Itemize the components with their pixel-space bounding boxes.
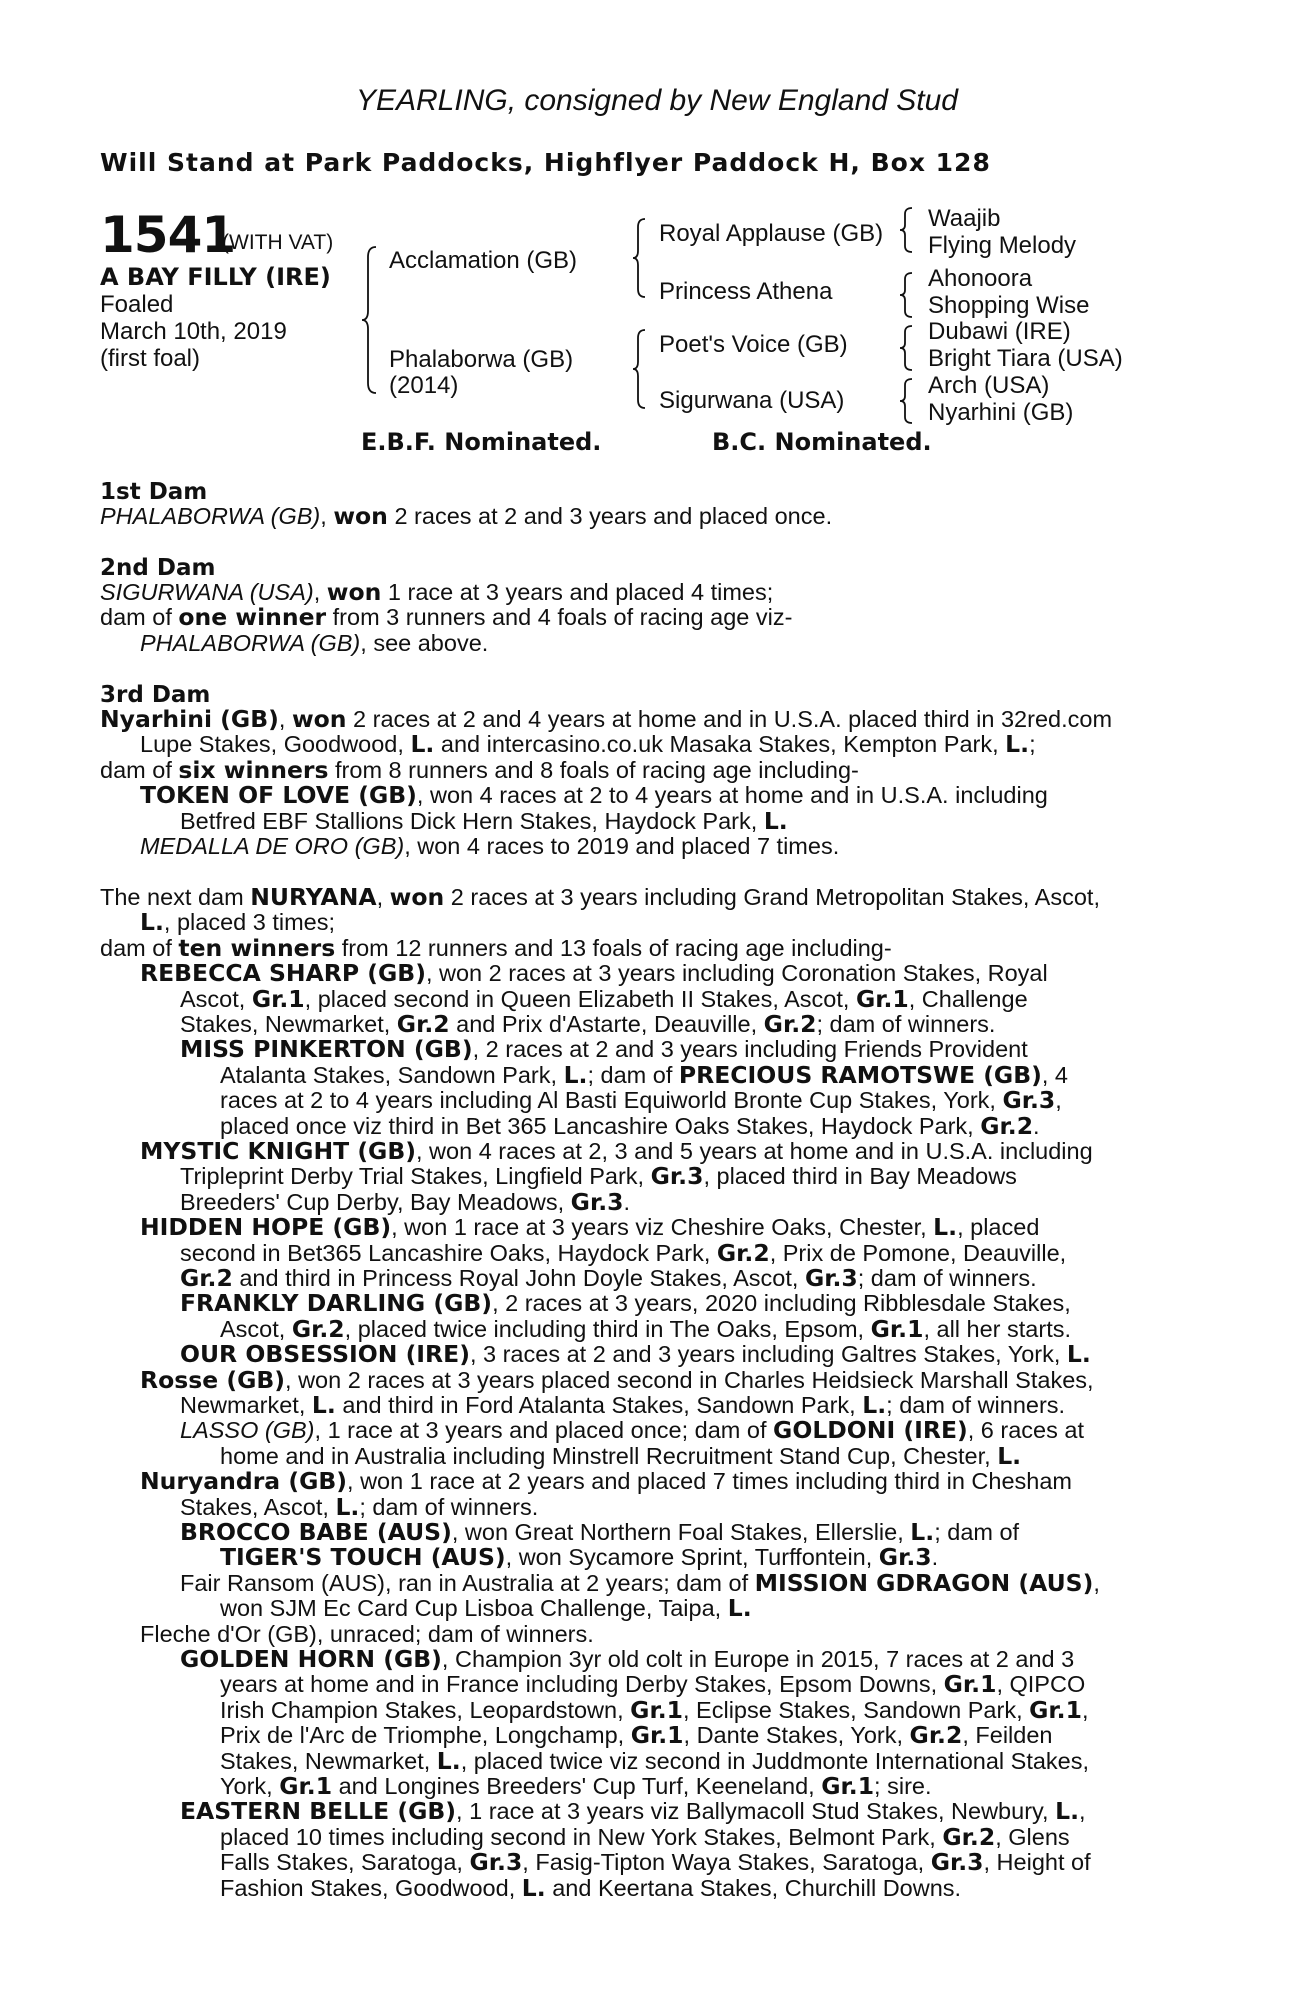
foaled-label: Foaled — [100, 291, 174, 318]
pedigree-line — [140, 910, 335, 935]
bold-text: Gr.3 — [570, 1187, 624, 1216]
bold-text: Rosse (GB) — [140, 1367, 286, 1393]
body-text: , see above. — [360, 629, 489, 656]
body-text: The next dam — [100, 885, 251, 910]
body-text: , — [1055, 1088, 1062, 1114]
body-text: , Fasig-Tipton Waya Stakes, Saratoga, — [522, 1850, 931, 1876]
pedigree-brace — [900, 206, 914, 254]
bold-text: ten winners — [178, 933, 336, 962]
body-text: , won 4 races at 2 to 4 years at home and in U.S.A. including — [416, 783, 1048, 809]
body-text: Irish Champion Stakes, Leopardstown, — [220, 1697, 631, 1723]
bold-text: L. — [311, 1391, 336, 1419]
italic-text: LASSO (GB) — [180, 1418, 315, 1444]
bold-text: Gr.1 — [1029, 1697, 1082, 1724]
body-text: Newmarket, — [180, 1392, 312, 1418]
pedigree-line — [180, 1342, 1091, 1367]
body-text: , Glens — [995, 1824, 1070, 1850]
pedigree-line — [180, 1266, 1037, 1291]
body-text: , 1 race at 3 years and placed once; dam of — [314, 1418, 774, 1444]
body-text: dam of — [100, 934, 179, 961]
vat-note: (WITH VAT) — [222, 231, 334, 254]
body-text: ; sire. — [874, 1773, 932, 1799]
body-text: placed once viz third in Bet 365 Lancashire Oaks Stakes, Haydock Park, — [220, 1112, 981, 1139]
body-text: , 4 — [1041, 1062, 1069, 1088]
body-text: , Eclipse Stakes, Sandown Park, — [682, 1697, 1030, 1723]
body-text: , placed third in Bay Meadows — [703, 1164, 1017, 1190]
body-text: , Height of — [983, 1850, 1091, 1876]
bold-text: L. — [140, 908, 164, 937]
pedigree-line — [180, 1393, 1065, 1418]
body-text: 2 races at 2 and 4 years at home and in U.S.A. placed third in 32red.com — [346, 707, 1113, 732]
pedigree-dam-dam: Sigurwana (USA) — [659, 387, 845, 414]
bold-text: Gr.3 — [469, 1850, 523, 1876]
body-text: , won 1 race at 3 years viz Cheshire Oaks, Chester, — [391, 1215, 934, 1241]
ebf-nominated: E.B.F. Nominated. — [361, 428, 602, 456]
body-text: , — [1093, 1570, 1100, 1596]
body-text: , won 2 races at 3 years including Coronation Stakes, Royal — [425, 961, 1048, 987]
pedigree-line — [180, 1492, 539, 1521]
italic-text: PHALABORWA (GB) — [100, 503, 321, 529]
pedigree-line — [220, 1774, 932, 1799]
pedigree-line — [100, 707, 1205, 732]
bold-text: L. — [521, 1873, 546, 1902]
body-text: , won 4 races at 2, 3 and 5 years at home and in U.S.A. including — [416, 1139, 1093, 1164]
bold-text: Nyarhini (GB) — [100, 707, 279, 733]
body-text: Fleche d'Or (GB), unraced; dam of winners. — [140, 1620, 594, 1647]
body-text: . — [623, 1188, 631, 1215]
body-text: placed 10 times including second in New York Stakes, Belmont Park, — [220, 1824, 943, 1850]
body-text: , — [1081, 1697, 1089, 1723]
bold-text: HIDDEN HOPE (GB) — [140, 1215, 392, 1241]
body-text: , placed twice including third in The Oaks, Epsom, — [344, 1315, 871, 1342]
pedigree-line — [100, 504, 832, 529]
body-text: , won Sycamore Sprint, Turffontein, — [505, 1544, 879, 1571]
pedigree-line — [220, 1672, 1205, 1697]
stand-location: Will Stand at Park Paddocks, Highflyer Paddock H, Box 128 — [100, 148, 991, 177]
body-text: 2 races at 3 years including Grand Metropolitan Stakes, Ascot, — [444, 885, 1100, 910]
body-text: , won Great Northern Foal Stakes, Ellerslie, — [451, 1520, 911, 1545]
pedigree-brace — [633, 328, 647, 410]
pedigree-line — [140, 961, 1205, 986]
bold-text: BROCCO BABE (AUS) — [180, 1520, 452, 1546]
body-text: , placed 3 times; — [163, 909, 336, 936]
pedigree-line — [100, 605, 792, 630]
bold-text: L. — [563, 1062, 588, 1089]
consignor-heading: YEARLING, consigned by New England Stud — [355, 84, 958, 117]
pedigree-line — [220, 1596, 752, 1621]
foal-note: (first foal) — [100, 345, 201, 372]
bold-text: Gr.1 — [251, 986, 305, 1012]
pedigree-line — [140, 783, 1205, 808]
pedigree-line — [180, 1187, 631, 1216]
bold-text: NURYANA — [250, 885, 377, 911]
pedigree-line — [180, 987, 1205, 1012]
pedigree-dd-sire: Arch (USA) — [928, 372, 1050, 399]
bold-text: won — [389, 885, 445, 911]
body-text: ; dam of winners. — [359, 1493, 539, 1520]
body-text: , 2 races at 2 and 3 years including Friends Provident — [472, 1037, 1028, 1063]
bold-text: Gr.2 — [980, 1111, 1034, 1140]
bold-text: Gr.3 — [1002, 1088, 1056, 1114]
pedigree-line — [180, 1418, 1205, 1443]
pedigree-line — [220, 1063, 1205, 1088]
body-text: , 2 races at 3 years, 2020 including Ribblesdale Stakes, — [492, 1291, 1071, 1317]
bc-nominated: B.C. Nominated. — [712, 428, 932, 456]
pedigree-sire-sire: Royal Applause (GB) — [659, 220, 884, 247]
pedigree-line — [140, 1622, 594, 1647]
pedigree-line — [180, 1241, 1205, 1266]
bold-text: L. — [933, 1215, 958, 1241]
foaled-date: March 10th, 2019 — [100, 318, 287, 345]
body-text: Stakes, Ascot, — [180, 1493, 336, 1520]
bold-text: Gr.2 — [291, 1314, 345, 1343]
body-text: , — [313, 579, 327, 605]
third-dam-heading: 3rd Dam — [100, 682, 211, 708]
body-text: ; dam of — [587, 1062, 679, 1088]
pedigree-line — [220, 1088, 1205, 1113]
bold-text: Gr.1 — [943, 1672, 997, 1698]
bold-text: Gr.1 — [821, 1772, 875, 1800]
bold-text: Gr.3 — [930, 1850, 984, 1876]
bold-text: L. — [335, 1492, 360, 1521]
pedigree-line — [220, 1749, 1205, 1774]
bold-text: REBECCA SHARP (GB) — [140, 961, 426, 987]
bold-text: MISSION GDRAGON (AUS) — [754, 1570, 1094, 1597]
pedigree-dam-sire: Poet's Voice (GB) — [659, 331, 848, 358]
pedigree-dam: Phalaborwa (GB) — [389, 346, 574, 373]
body-text: , Feilden — [962, 1723, 1053, 1749]
body-text: Fair Ransom (AUS), ran in Australia at 2 years; dam of — [180, 1570, 755, 1596]
bold-text: OUR OBSESSION (IRE) — [180, 1340, 470, 1369]
bold-text: Gr.3 — [804, 1264, 858, 1292]
body-text: and Keertana Stakes, Churchill Downs. — [545, 1874, 962, 1901]
pedigree-line — [140, 631, 488, 656]
bold-text: Gr.2 — [180, 1264, 233, 1292]
bold-text: Gr.1 — [279, 1772, 333, 1800]
pedigree-ds-dam: Bright Tiara (USA) — [928, 345, 1123, 372]
pedigree-sire: Acclamation (GB) — [389, 247, 578, 274]
body-text: won SJM Ec Card Cup Lisboa Challenge, Taipa, — [220, 1595, 728, 1622]
body-text: Atalanta Stakes, Sandown Park, — [220, 1062, 564, 1088]
bold-text: won — [326, 578, 382, 606]
pedigree-brace — [900, 324, 914, 372]
body-text: , all her starts. — [923, 1315, 1072, 1342]
body-text: , — [278, 707, 292, 732]
body-text: from 8 runners and 8 foals of racing age including- — [328, 756, 859, 783]
body-text: , QIPCO — [996, 1672, 1086, 1698]
body-text: , 3 races at 2 and 3 years including Galtres Stakes, York, — [469, 1341, 1067, 1368]
bold-text: TOKEN OF LOVE (GB) — [140, 783, 417, 809]
body-text: 2 races at 2 and 3 years and placed once. — [387, 503, 833, 529]
pedigree-line — [140, 1215, 1205, 1240]
bold-text: won — [333, 502, 388, 530]
bold-text: Gr.3 — [878, 1543, 932, 1572]
body-text: , — [320, 503, 334, 529]
body-text: , — [1079, 1799, 1086, 1825]
bold-text: TIGER'S TOUCH (AUS) — [220, 1543, 506, 1572]
pedigree-line — [180, 1520, 1205, 1545]
body-text: and Longines Breeders' Cup Turf, Keeneland, — [332, 1773, 822, 1799]
body-text: , Dante Stakes, York, — [683, 1723, 910, 1749]
bold-text: L. — [1055, 1799, 1079, 1825]
body-text: and intercasino.co.uk Masaka Stakes, Kempton Park, — [434, 731, 1006, 758]
body-text: , placed second in Queen Elizabeth II Stakes, Ascot, — [304, 986, 856, 1012]
body-text: , won 4 races to 2019 and placed 7 times. — [404, 833, 840, 859]
pedigree-line — [180, 1037, 1205, 1062]
first-dam-heading: 1st Dam — [100, 479, 208, 505]
body-text: second in Bet365 Lancashire Oaks, Haydock Park, — [180, 1240, 717, 1266]
body-text: , won 1 race at 2 years and placed 7 times including third in Chesham — [347, 1469, 1073, 1495]
body-text: dam of — [100, 756, 179, 783]
body-text: ; dam of — [934, 1520, 1020, 1545]
bold-text: L. — [436, 1748, 461, 1774]
body-text: , placed — [957, 1215, 1040, 1241]
body-text: . — [1033, 1112, 1040, 1139]
pedigree-line — [180, 1799, 1205, 1824]
pedigree-line — [100, 885, 1205, 910]
pedigree-line — [220, 1314, 1072, 1343]
bold-text: FRANKLY DARLING (GB) — [180, 1291, 493, 1317]
body-text: Breeders' Cup Derby, Bay Meadows, — [180, 1188, 571, 1215]
bold-text: six winners — [178, 755, 329, 784]
italic-text: MEDALLA DE ORO (GB) — [140, 833, 405, 859]
pedigree-brace — [362, 245, 378, 395]
body-text: Ascot, — [180, 986, 252, 1012]
bold-text: Gr.2 — [942, 1824, 996, 1851]
bold-text: won — [291, 707, 347, 733]
bold-text: one winner — [178, 603, 327, 632]
bold-text: PRECIOUS RAMOTSWE (GB) — [678, 1062, 1042, 1089]
bold-text: Gr.2 — [909, 1723, 963, 1749]
pedigree-line — [180, 1164, 1205, 1189]
bold-text: Nuryandra (GB) — [140, 1469, 348, 1495]
body-text: and third in Ford Atalanta Stakes, Sandown Park, — [335, 1392, 863, 1418]
pedigree-line — [140, 834, 839, 859]
pedigree-line — [220, 1441, 1022, 1470]
pedigree-brace — [900, 271, 914, 319]
body-text: Fashion Stakes, Goodwood, — [220, 1874, 522, 1901]
bold-text: Gr.2 — [716, 1240, 770, 1266]
body-text: . — [931, 1544, 939, 1571]
body-text: Tripleprint Derby Trial Stakes, Lingfield Park, — [180, 1164, 651, 1190]
pedigree-line — [140, 732, 1036, 757]
bold-text: L. — [727, 1594, 752, 1623]
body-text: from 3 runners and 4 foals of racing age viz- — [326, 604, 793, 631]
pedigree-line — [180, 806, 788, 835]
body-text: Lupe Stakes, Goodwood, — [140, 731, 411, 758]
pedigree-dd-dam: Nyarhini (GB) — [928, 399, 1074, 426]
body-text: , Champion 3yr old colt in Europe in 2015, 7 races at 2 and 3 — [441, 1647, 1075, 1672]
body-text: , 1 race at 3 years viz Ballymacoll Stud Stakes, Newbury, — [456, 1799, 1056, 1825]
bold-text: MISS PINKERTON (GB) — [180, 1037, 473, 1063]
body-text: , 6 races at — [967, 1418, 1084, 1444]
bold-text: L. — [763, 806, 788, 835]
pedigree-line — [140, 1368, 1205, 1393]
body-text: Betfred EBF Stallions Dick Hern Stakes, Haydock Park, — [180, 807, 764, 834]
pedigree-line — [140, 1139, 1205, 1164]
body-text: from 12 runners and 13 foals of racing age including- — [335, 934, 892, 961]
lot-number: 1541 — [100, 206, 236, 264]
italic-text: SIGURWANA (USA) — [100, 579, 314, 605]
pedigree-line — [220, 1545, 938, 1570]
pedigree-line — [220, 1873, 962, 1902]
second-dam-heading: 2nd Dam — [100, 555, 216, 581]
body-text: Stakes, Newmarket, — [180, 1011, 397, 1037]
body-text: races at 2 to 4 years including Al Basti Equiworld Bronte Cup Stakes, York, — [220, 1088, 1003, 1114]
bold-text: EASTERN BELLE (GB) — [180, 1799, 457, 1825]
bold-text: L. — [1066, 1340, 1091, 1369]
italic-text: PHALABORWA (GB) — [140, 629, 361, 656]
pedigree-sire-dam: Princess Athena — [659, 278, 833, 305]
body-text: , — [376, 885, 390, 910]
bold-text: L. — [410, 730, 435, 759]
body-text: Ascot, — [220, 1315, 292, 1342]
pedigree-ss-sire: Waajib — [928, 205, 1001, 232]
pedigree-sd-dam: Shopping Wise — [928, 292, 1090, 319]
body-text: 1 race at 3 years and placed 4 times; — [381, 579, 774, 605]
pedigree-line — [100, 755, 859, 784]
bold-text: Gr.1 — [630, 1697, 683, 1724]
pedigree-line — [180, 1012, 995, 1037]
body-text: ; — [1029, 731, 1036, 758]
body-text: , won 2 races at 3 years placed second in Charles Heidsieck Marshall Stakes, — [285, 1367, 1094, 1393]
body-text: years at home and in France including Derby Stakes, Epsom Downs, — [220, 1672, 944, 1698]
pedigree-line — [220, 1850, 1205, 1875]
pedigree-brace — [633, 217, 647, 299]
body-text: , Challenge — [908, 986, 1028, 1012]
pedigree-line — [100, 933, 892, 962]
bold-text: MYSTIC KNIGHT (GB) — [140, 1139, 416, 1165]
body-text: home and in Australia including Minstrell Recruitment Stand Cup, Chester, — [220, 1442, 998, 1469]
pedigree-line — [180, 1291, 1205, 1316]
pedigree-ds-sire: Dubawi (IRE) — [928, 318, 1071, 345]
body-text: York, — [220, 1773, 280, 1799]
bold-text: Gr.1 — [855, 986, 909, 1012]
lot-title: A BAY FILLY (IRE) — [100, 263, 331, 291]
pedigree-line — [100, 580, 773, 605]
pedigree-line — [140, 1469, 1205, 1494]
bold-text: L. — [997, 1441, 1022, 1470]
pedigree-line — [180, 1647, 1205, 1672]
body-text: ; dam of winners. — [886, 1392, 1066, 1418]
body-text: Falls Stakes, Saratoga, — [220, 1850, 470, 1876]
pedigree-line — [220, 1698, 1205, 1723]
bold-text: L. — [862, 1391, 887, 1419]
pedigree-dam-year: (2014) — [389, 372, 459, 399]
body-text: , Prix de Pomone, Deauville, — [769, 1240, 1067, 1266]
body-text: , placed twice viz second in Juddmonte International Stakes, — [460, 1748, 1090, 1774]
body-text: Prix de l'Arc de Triomphe, Longchamp, — [220, 1723, 631, 1749]
bold-text: GOLDEN HORN (GB) — [180, 1647, 442, 1673]
body-text: and Prix d'Astarte, Deauville, — [449, 1011, 764, 1037]
body-text: dam of — [100, 604, 179, 631]
pedigree-sd-sire: Ahonoora — [928, 265, 1033, 292]
bold-text: Gr.1 — [630, 1723, 684, 1749]
body-text: ; dam of winners. — [816, 1011, 996, 1037]
pedigree-line — [220, 1723, 1205, 1748]
pedigree-ss-dam: Flying Melody — [928, 232, 1077, 259]
pedigree-brace — [900, 377, 914, 425]
body-text: Stakes, Newmarket, — [220, 1748, 437, 1774]
bold-text: L. — [910, 1520, 935, 1546]
bold-text: L. — [1005, 730, 1030, 759]
body-text: and third in Princess Royal John Doyle Stakes, Ascot, — [232, 1265, 805, 1291]
bold-text: GOLDONI (IRE) — [773, 1418, 968, 1444]
pedigree-line — [180, 1571, 1205, 1596]
bold-text: Gr.2 — [763, 1010, 817, 1038]
pedigree-line — [220, 1825, 1205, 1850]
pedigree-line — [220, 1111, 1040, 1140]
body-text: ; dam of winners. — [857, 1265, 1037, 1291]
bold-text: Gr.3 — [650, 1164, 704, 1190]
bold-text: Gr.1 — [870, 1314, 924, 1343]
bold-text: Gr.2 — [396, 1010, 450, 1038]
